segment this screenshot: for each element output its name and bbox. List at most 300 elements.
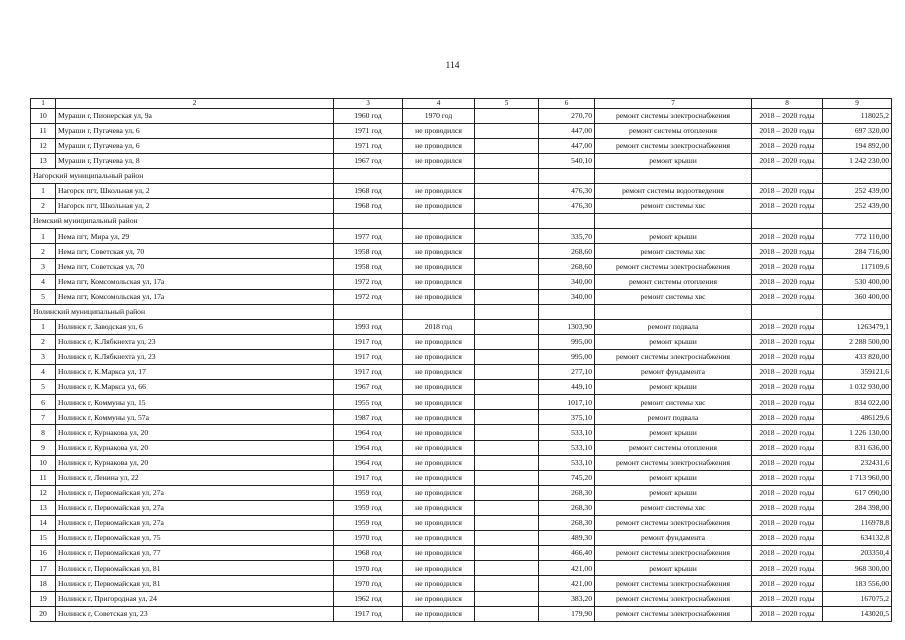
- area-cell: 995,00: [539, 350, 595, 365]
- period-cell: 2018 – 2020 годы: [752, 319, 823, 334]
- area-cell: 476,30: [539, 199, 595, 214]
- section-title: Немский муниципальный район: [31, 214, 334, 229]
- empty-cell: [539, 304, 595, 319]
- repair-type-cell: ремонт подвала: [595, 319, 752, 334]
- cost-cell: 1263479,1: [823, 319, 892, 334]
- last-repair-year-cell: не проводился: [403, 274, 475, 289]
- repair-type-cell: ремонт крыши: [595, 425, 752, 440]
- empty-cell: [823, 304, 892, 319]
- last-repair-year-cell: не проводился: [403, 350, 475, 365]
- row-number-cell: 10: [31, 108, 56, 123]
- area-cell: 745,20: [539, 470, 595, 485]
- area-cell: 533,10: [539, 455, 595, 470]
- build-year-cell: 1968 год: [334, 183, 403, 198]
- cost-cell: 834 022,00: [823, 395, 892, 410]
- column-5-cell: [475, 289, 539, 304]
- column-5-cell: [475, 395, 539, 410]
- area-cell: 268,60: [539, 244, 595, 259]
- address-cell: Нолинск г, Курнакова ул, 20: [56, 425, 334, 440]
- last-repair-year-cell: не проводился: [403, 183, 475, 198]
- cost-cell: 252 439,00: [823, 183, 892, 198]
- repair-type-cell: ремонт системы хвс: [595, 289, 752, 304]
- build-year-cell: 1993 год: [334, 319, 403, 334]
- row-number-cell: 11: [31, 123, 56, 138]
- table-row: [31, 410, 892, 425]
- cost-cell: 183 556,00: [823, 576, 892, 591]
- table-row: [31, 138, 892, 153]
- table-row: [31, 546, 892, 561]
- cost-cell: 143020,5: [823, 606, 892, 621]
- row-number-cell: 18: [31, 576, 56, 591]
- area-cell: 375,10: [539, 410, 595, 425]
- last-repair-year-cell: не проводился: [403, 395, 475, 410]
- address-cell: Нема пгт, Советская ул, 70: [56, 244, 334, 259]
- column-number-6: 6: [539, 99, 595, 109]
- repair-type-cell: ремонт системы электроснабжения: [595, 138, 752, 153]
- page-number: 114: [445, 61, 460, 71]
- column-number-3: 3: [334, 99, 403, 109]
- row-number-cell: 12: [31, 138, 56, 153]
- last-repair-year-cell: не проводился: [403, 380, 475, 395]
- area-cell: 447,00: [539, 138, 595, 153]
- repair-type-cell: ремонт системы хвс: [595, 395, 752, 410]
- empty-cell: [752, 214, 823, 229]
- period-cell: 2018 – 2020 годы: [752, 289, 823, 304]
- repair-type-cell: ремонт системы электроснабжения: [595, 108, 752, 123]
- area-cell: 268,30: [539, 500, 595, 515]
- row-number-cell: 3: [31, 350, 56, 365]
- column-5-cell: [475, 229, 539, 244]
- last-repair-year-cell: не проводился: [403, 425, 475, 440]
- repair-type-cell: ремонт крыши: [595, 561, 752, 576]
- cost-cell: 831 636,00: [823, 440, 892, 455]
- repair-type-cell: ремонт крыши: [595, 153, 752, 168]
- empty-cell: [334, 168, 403, 183]
- area-cell: 268,60: [539, 259, 595, 274]
- build-year-cell: 1917 год: [334, 334, 403, 349]
- repair-type-cell: ремонт системы хвс: [595, 244, 752, 259]
- address-cell: Мураши г, Пугачева ул, 6: [56, 138, 334, 153]
- period-cell: 2018 – 2020 годы: [752, 606, 823, 621]
- build-year-cell: 1970 год: [334, 531, 403, 546]
- table-row: [31, 259, 892, 274]
- column-5-cell: [475, 425, 539, 440]
- column-5-cell: [475, 153, 539, 168]
- address-cell: Нолинск г, Советская ул, 23: [56, 606, 334, 621]
- cost-cell: 284 716,00: [823, 244, 892, 259]
- column-5-cell: [475, 183, 539, 198]
- build-year-cell: 1964 год: [334, 440, 403, 455]
- table-row: [31, 229, 892, 244]
- section-title: Нолинский муниципальный район: [31, 304, 334, 319]
- build-year-cell: 1959 год: [334, 516, 403, 531]
- cost-cell: 433 820,00: [823, 350, 892, 365]
- repair-type-cell: ремонт крыши: [595, 380, 752, 395]
- table-row: [31, 425, 892, 440]
- area-cell: 533,10: [539, 425, 595, 440]
- row-number-cell: 15: [31, 531, 56, 546]
- build-year-cell: 1958 год: [334, 259, 403, 274]
- repair-type-cell: ремонт крыши: [595, 470, 752, 485]
- last-repair-year-cell: не проводился: [403, 153, 475, 168]
- address-cell: Нолинск г, Коммуны ул, 15: [56, 395, 334, 410]
- table-row: [31, 244, 892, 259]
- row-number-cell: 11: [31, 470, 56, 485]
- period-cell: 2018 – 2020 годы: [752, 546, 823, 561]
- area-cell: 489,30: [539, 531, 595, 546]
- cost-cell: 1 713 960,00: [823, 470, 892, 485]
- build-year-cell: 1964 год: [334, 455, 403, 470]
- row-number-cell: 13: [31, 153, 56, 168]
- last-repair-year-cell: не проводился: [403, 576, 475, 591]
- area-cell: 540,10: [539, 153, 595, 168]
- build-year-cell: 1967 год: [334, 153, 403, 168]
- build-year-cell: 1977 год: [334, 229, 403, 244]
- cost-cell: 697 320,00: [823, 123, 892, 138]
- last-repair-year-cell: не проводился: [403, 546, 475, 561]
- column-5-cell: [475, 485, 539, 500]
- build-year-cell: 1964 год: [334, 425, 403, 440]
- row-number-cell: 1: [31, 319, 56, 334]
- address-cell: Нагорск пгт, Школьная ул, 2: [56, 199, 334, 214]
- address-cell: Нолинск г, Первомайская ул, 81: [56, 561, 334, 576]
- address-cell: Нолинск г, Первомайская ул, 77: [56, 546, 334, 561]
- last-repair-year-cell: не проводился: [403, 259, 475, 274]
- table-row: [31, 380, 892, 395]
- cost-cell: 530 400,00: [823, 274, 892, 289]
- build-year-cell: 1917 год: [334, 470, 403, 485]
- table-row: [31, 531, 892, 546]
- cost-cell: 360 400,00: [823, 289, 892, 304]
- last-repair-year-cell: не проводился: [403, 289, 475, 304]
- empty-cell: [595, 304, 752, 319]
- empty-cell: [752, 168, 823, 183]
- row-number-cell: 1: [31, 229, 56, 244]
- column-number-2: 2: [56, 99, 334, 109]
- build-year-cell: 1967 год: [334, 380, 403, 395]
- cost-cell: 116978,8: [823, 516, 892, 531]
- area-cell: 449,10: [539, 380, 595, 395]
- table-row: [31, 274, 892, 289]
- area-cell: 1303,90: [539, 319, 595, 334]
- address-cell: Нагорск пгт, Школьная ул, 2: [56, 183, 334, 198]
- row-number-cell: 5: [31, 289, 56, 304]
- column-number-1: 1: [31, 99, 56, 109]
- build-year-cell: 1970 год: [334, 561, 403, 576]
- build-year-cell: 1970 год: [334, 576, 403, 591]
- period-cell: 2018 – 2020 годы: [752, 108, 823, 123]
- repair-type-cell: ремонт крыши: [595, 334, 752, 349]
- repair-type-cell: ремонт системы хвс: [595, 500, 752, 515]
- address-cell: Нолинск г, Первомайская ул, 27а: [56, 485, 334, 500]
- repair-type-cell: ремонт системы электроснабжения: [595, 516, 752, 531]
- address-cell: Нолинск г, Первомайская ул, 27а: [56, 500, 334, 515]
- last-repair-year-cell: не проводился: [403, 244, 475, 259]
- column-5-cell: [475, 199, 539, 214]
- empty-cell: [539, 168, 595, 183]
- empty-cell: [334, 304, 403, 319]
- column-5-cell: [475, 606, 539, 621]
- period-cell: 2018 – 2020 годы: [752, 365, 823, 380]
- row-number-cell: 9: [31, 440, 56, 455]
- address-cell: Мураши г, Пугачева ул, 8: [56, 153, 334, 168]
- last-repair-year-cell: не проводился: [403, 531, 475, 546]
- repair-type-cell: ремонт крыши: [595, 229, 752, 244]
- section-row: [31, 304, 892, 319]
- column-5-cell: [475, 350, 539, 365]
- section-row: [31, 168, 892, 183]
- column-5-cell: [475, 319, 539, 334]
- row-number-cell: 12: [31, 485, 56, 500]
- repair-type-cell: ремонт системы электроснабжения: [595, 546, 752, 561]
- row-number-cell: 6: [31, 395, 56, 410]
- empty-cell: [595, 214, 752, 229]
- area-cell: 268,30: [539, 485, 595, 500]
- period-cell: 2018 – 2020 годы: [752, 334, 823, 349]
- address-cell: Мураши г, Пугачева ул, 6: [56, 123, 334, 138]
- table-row: [31, 455, 892, 470]
- repair-type-cell: ремонт системы отопления: [595, 440, 752, 455]
- period-cell: 2018 – 2020 годы: [752, 500, 823, 515]
- cost-cell: 1 242 230,00: [823, 153, 892, 168]
- table-row: [31, 591, 892, 606]
- period-cell: 2018 – 2020 годы: [752, 440, 823, 455]
- address-cell: Нолинск г, Коммуны ул, 57а: [56, 410, 334, 425]
- last-repair-year-cell: не проводился: [403, 138, 475, 153]
- repair-type-cell: ремонт системы хвс: [595, 199, 752, 214]
- row-number-cell: 8: [31, 425, 56, 440]
- period-cell: 2018 – 2020 годы: [752, 244, 823, 259]
- period-cell: 2018 – 2020 годы: [752, 425, 823, 440]
- address-cell: Нолинск г, К.Лябкнехта ул, 23: [56, 334, 334, 349]
- repair-type-cell: ремонт крыши: [595, 485, 752, 500]
- row-number-cell: 7: [31, 410, 56, 425]
- last-repair-year-cell: не проводился: [403, 516, 475, 531]
- column-5-cell: [475, 546, 539, 561]
- repair-type-cell: ремонт системы отопления: [595, 274, 752, 289]
- cost-cell: 118025,2: [823, 108, 892, 123]
- address-cell: Нолинск г, К.Маркса ул, 17: [56, 365, 334, 380]
- column-5-cell: [475, 410, 539, 425]
- column-5-cell: [475, 244, 539, 259]
- row-number-cell: 20: [31, 606, 56, 621]
- section-title: Нагорский муниципальный район: [31, 168, 334, 183]
- column-5-cell: [475, 561, 539, 576]
- last-repair-year-cell: не проводился: [403, 440, 475, 455]
- period-cell: 2018 – 2020 годы: [752, 410, 823, 425]
- empty-cell: [752, 304, 823, 319]
- empty-cell: [475, 214, 539, 229]
- address-cell: Нема пгт, Мира ул, 29: [56, 229, 334, 244]
- table-row: [31, 350, 892, 365]
- column-5-cell: [475, 591, 539, 606]
- last-repair-year-cell: 2018 год: [403, 319, 475, 334]
- build-year-cell: 1917 год: [334, 350, 403, 365]
- table-row: [31, 395, 892, 410]
- repair-type-cell: ремонт системы электроснабжения: [595, 591, 752, 606]
- period-cell: 2018 – 2020 годы: [752, 576, 823, 591]
- area-cell: 533,10: [539, 440, 595, 455]
- repair-type-cell: ремонт фундамента: [595, 365, 752, 380]
- address-cell: Нолинск г, Первомайская ул, 75: [56, 531, 334, 546]
- cost-cell: 772 110,00: [823, 229, 892, 244]
- address-cell: Нолинск г, Заводская ул, 6: [56, 319, 334, 334]
- last-repair-year-cell: не проводился: [403, 365, 475, 380]
- last-repair-year-cell: не проводился: [403, 229, 475, 244]
- cost-cell: 968 300,00: [823, 561, 892, 576]
- empty-cell: [823, 214, 892, 229]
- area-cell: 270,70: [539, 108, 595, 123]
- area-cell: 340,00: [539, 274, 595, 289]
- cost-cell: 1 226 130,00: [823, 425, 892, 440]
- last-repair-year-cell: не проводился: [403, 123, 475, 138]
- cost-cell: 617 090,00: [823, 485, 892, 500]
- column-5-cell: [475, 455, 539, 470]
- build-year-cell: 1955 год: [334, 395, 403, 410]
- table-row: [31, 199, 892, 214]
- cost-cell: 634132,8: [823, 531, 892, 546]
- repair-type-cell: ремонт фундамента: [595, 531, 752, 546]
- empty-cell: [539, 214, 595, 229]
- repair-type-cell: ремонт системы водоотведения: [595, 183, 752, 198]
- build-year-cell: 1987 год: [334, 410, 403, 425]
- period-cell: 2018 – 2020 годы: [752, 485, 823, 500]
- column-5-cell: [475, 138, 539, 153]
- table-row: [31, 485, 892, 500]
- section-row: [31, 214, 892, 229]
- build-year-cell: 1962 год: [334, 591, 403, 606]
- last-repair-year-cell: не проводился: [403, 334, 475, 349]
- table-row: [31, 183, 892, 198]
- table-row: [31, 108, 892, 123]
- cost-cell: 167075,2: [823, 591, 892, 606]
- build-year-cell: 1971 год: [334, 123, 403, 138]
- period-cell: 2018 – 2020 годы: [752, 199, 823, 214]
- column-5-cell: [475, 108, 539, 123]
- period-cell: 2018 – 2020 годы: [752, 380, 823, 395]
- row-number-cell: 10: [31, 455, 56, 470]
- table-row: [31, 153, 892, 168]
- address-cell: Мураши г, Пионерская ул, 9а: [56, 108, 334, 123]
- period-cell: 2018 – 2020 годы: [752, 591, 823, 606]
- row-number-cell: 16: [31, 546, 56, 561]
- row-number-cell: 2: [31, 199, 56, 214]
- last-repair-year-cell: не проводился: [403, 470, 475, 485]
- area-cell: 383,20: [539, 591, 595, 606]
- last-repair-year-cell: не проводился: [403, 410, 475, 425]
- cost-cell: 359121,6: [823, 365, 892, 380]
- period-cell: 2018 – 2020 годы: [752, 123, 823, 138]
- build-year-cell: 1972 год: [334, 274, 403, 289]
- period-cell: 2018 – 2020 годы: [752, 259, 823, 274]
- cost-cell: 117109,6: [823, 259, 892, 274]
- row-number-cell: 4: [31, 365, 56, 380]
- empty-cell: [403, 304, 475, 319]
- area-cell: 335,70: [539, 229, 595, 244]
- table-row: [31, 123, 892, 138]
- last-repair-year-cell: не проводился: [403, 606, 475, 621]
- area-cell: 466,40: [539, 546, 595, 561]
- last-repair-year-cell: не проводился: [403, 591, 475, 606]
- build-year-cell: 1917 год: [334, 365, 403, 380]
- address-cell: Нолинск г, Курнакова ул, 20: [56, 440, 334, 455]
- table-row: [31, 576, 892, 591]
- area-cell: 447,00: [539, 123, 595, 138]
- column-5-cell: [475, 259, 539, 274]
- cost-cell: 1 032 930,00: [823, 380, 892, 395]
- empty-cell: [595, 168, 752, 183]
- column-5-cell: [475, 576, 539, 591]
- table-row: [31, 365, 892, 380]
- column-number-8: 8: [752, 99, 823, 109]
- repair-type-cell: ремонт системы электроснабжения: [595, 606, 752, 621]
- area-cell: 268,30: [539, 516, 595, 531]
- build-year-cell: 1959 год: [334, 485, 403, 500]
- area-cell: 421,00: [539, 561, 595, 576]
- area-cell: 421,00: [539, 576, 595, 591]
- period-cell: 2018 – 2020 годы: [752, 183, 823, 198]
- area-cell: 277,10: [539, 365, 595, 380]
- table-body: [31, 99, 892, 622]
- column-5-cell: [475, 470, 539, 485]
- address-cell: Нолинск г, Первомайская ул, 81: [56, 576, 334, 591]
- cost-cell: 284 398,00: [823, 500, 892, 515]
- address-cell: Нолинск г, К.Маркса ул, 66: [56, 380, 334, 395]
- row-number-cell: 19: [31, 591, 56, 606]
- area-cell: 179,90: [539, 606, 595, 621]
- address-cell: Нема пгт, Комсомольская ул, 17а: [56, 274, 334, 289]
- build-year-cell: 1959 год: [334, 500, 403, 515]
- last-repair-year-cell: не проводился: [403, 199, 475, 214]
- column-number-9: 9: [823, 99, 892, 109]
- empty-cell: [475, 168, 539, 183]
- row-number-cell: 13: [31, 500, 56, 515]
- repair-program-table: [30, 98, 892, 622]
- column-5-cell: [475, 516, 539, 531]
- build-year-cell: 1968 год: [334, 546, 403, 561]
- build-year-cell: 1960 год: [334, 108, 403, 123]
- column-number-7: 7: [595, 99, 752, 109]
- table-row: [31, 500, 892, 515]
- column-5-cell: [475, 334, 539, 349]
- repair-type-cell: ремонт системы электроснабжения: [595, 259, 752, 274]
- column-5-cell: [475, 380, 539, 395]
- area-cell: 340,00: [539, 289, 595, 304]
- table-row: [31, 561, 892, 576]
- address-cell: Нолинск г, Пригородная ул, 24: [56, 591, 334, 606]
- repair-type-cell: ремонт системы отопления: [595, 123, 752, 138]
- period-cell: 2018 – 2020 годы: [752, 274, 823, 289]
- row-number-cell: 2: [31, 244, 56, 259]
- last-repair-year-cell: не проводился: [403, 485, 475, 500]
- build-year-cell: 1971 год: [334, 138, 403, 153]
- repair-type-cell: ремонт системы электроснабжения: [595, 455, 752, 470]
- address-cell: Нолинск г, Первомайская ул, 27а: [56, 516, 334, 531]
- empty-cell: [475, 304, 539, 319]
- row-number-cell: 14: [31, 516, 56, 531]
- column-5-cell: [475, 123, 539, 138]
- address-cell: Нема пгт, Комсомольская ул, 17а: [56, 289, 334, 304]
- column-5-cell: [475, 365, 539, 380]
- address-cell: Нолинск г, К.Лябкнехта ул, 23: [56, 350, 334, 365]
- period-cell: 2018 – 2020 годы: [752, 153, 823, 168]
- table-row: [31, 319, 892, 334]
- build-year-cell: 1968 год: [334, 199, 403, 214]
- build-year-cell: 1958 год: [334, 244, 403, 259]
- cost-cell: 194 892,00: [823, 138, 892, 153]
- header-row: [31, 99, 892, 109]
- cost-cell: 2 288 500,00: [823, 334, 892, 349]
